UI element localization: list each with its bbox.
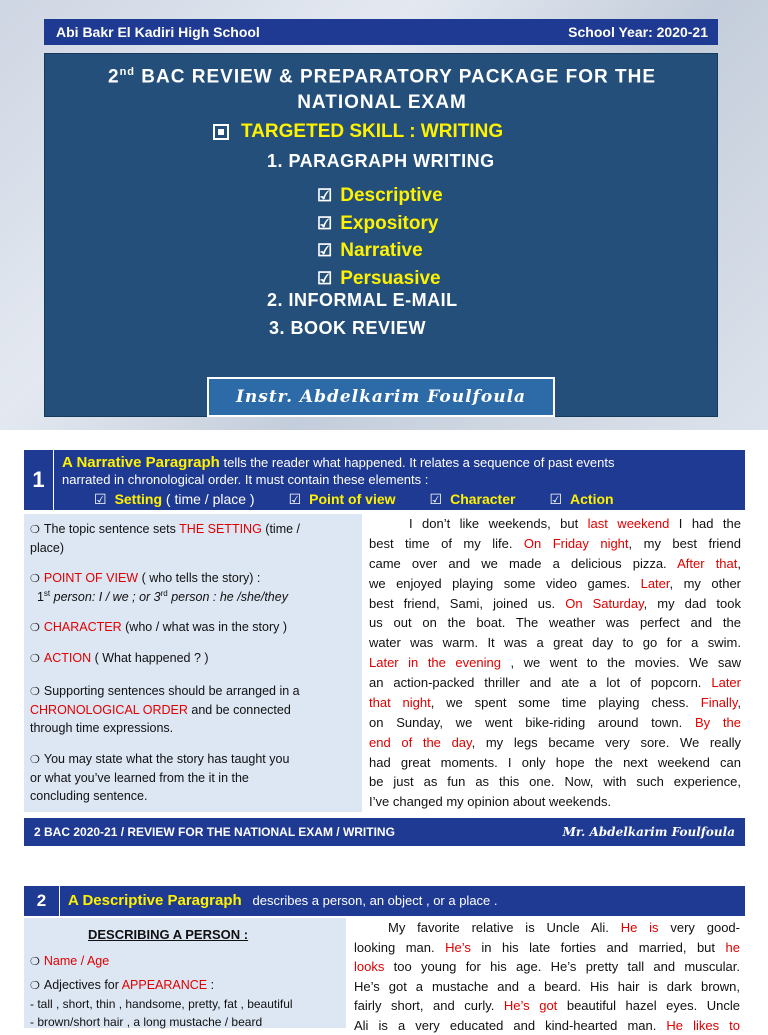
narrative-section	[24, 450, 745, 846]
note-point-of-view: ❍ POINT OF VIEW ( who tells the story) : 1st person: I / we ; or 3rd person : he /she/they	[30, 571, 288, 605]
cover-panel	[44, 53, 718, 417]
note-appearance: ❍ Adjectives for APPEARANCE : - tall , short, thin , handsome, pretty, fat , beautiful - brown/short hair , a long mustache / beard	[30, 978, 293, 1030]
narrative-intro-line2: narrated in chronological order. It must contain these elements :	[62, 472, 429, 487]
checkbox-icon: ☑	[317, 269, 333, 288]
cover-title-line1: 2nd BAC REVIEW & PREPARATORY PACKAGE FOR THE	[108, 66, 656, 88]
checkbox-icon: ☑	[94, 491, 107, 507]
note-conclusion: ❍ You may state what the story has taught you or what you’ve learned from the it in the concluding sentence.	[30, 752, 290, 804]
descriptive-notes	[24, 918, 346, 1028]
descriptive-section	[24, 886, 745, 1033]
note-action: ❍ ACTION ( What happened ? )	[30, 651, 209, 665]
checkbox-icon: ☑	[317, 214, 333, 233]
note-chronological-order: ❍ Supporting sentences should be arranged in a CHRONOLOGICAL ORDER and be connected through time expressions.	[30, 684, 300, 736]
footer-title: 2 BAC 2020-21 / REVIEW FOR THE NATIONAL EXAM / WRITING	[34, 825, 395, 839]
checkbox-icon: ☑	[288, 491, 302, 507]
cover-title-line2: NATIONAL EXAM	[297, 92, 467, 113]
element-point-of-view: ☑ Point of view	[288, 491, 396, 507]
checkbox-icon: ☑	[549, 491, 563, 507]
descriptive-header	[24, 886, 745, 916]
type-descriptive: ☑ Descriptive	[317, 185, 443, 206]
element-character: ☑ Character	[429, 491, 516, 507]
narrative-header	[24, 450, 745, 510]
cover-slide	[0, 0, 768, 430]
element-setting: ☑ Setting ( time / place )	[94, 491, 255, 507]
cover-header-bar	[44, 19, 718, 45]
checkbox-icon: ☑	[317, 186, 333, 205]
note-setting: ❍ The topic sentence sets THE SETTING (time / place)	[30, 522, 301, 555]
instructor-name: Instr. Abdelkarim Foulfoula	[207, 377, 555, 417]
narrative-elements	[94, 491, 614, 508]
footer-author: Mr. Abdelkarim Foulfoula	[562, 825, 735, 839]
narrative-intro-line1: A Narrative Paragraph tells the reader what happened. It relates a sequence of past events	[62, 454, 615, 471]
descriptive-intro: A Descriptive Paragraph describes a person, an object , or a place .	[68, 892, 498, 909]
targeted-skill	[213, 121, 503, 143]
school-name: Abi Bakr El Kadiri High School	[56, 24, 260, 40]
type-expository: ☑ Expository	[317, 213, 439, 234]
page-footer	[24, 818, 745, 846]
type-narrative: ☑ Narrative	[317, 240, 423, 261]
checkbox-icon: ☑	[317, 241, 333, 260]
checkbox-square-icon	[213, 124, 229, 140]
note-character: ❍ CHARACTER (who / what was in the story )	[30, 620, 288, 634]
type-persuasive: ☑ Persuasive	[317, 268, 441, 289]
cover-item-2: 2. INFORMAL E-MAIL	[267, 290, 458, 310]
narrative-story: I don’t like weekends, but last weekend I had the best time of my life. On Friday night, my best friend came over and we made a delicious pizza. After that, we enjoyed playing some video games. Later, my other best friend, Sami, joined us. On Saturday, my dad took us out on the boat. The weather was perfect and the water was warm. It was a great day to go for a swim. Later in the evening , we went to the movies. We saw an action-packed thriller and ate a lot of popcorn. Later that night, we spent some time playing chess. Finally, on Sunday, we went bike-riding around town. By the end of the day, my legs became very sore. We really had great moments. I only hope the next weekend can be just as fun as this one. Now, with such experience, I’ve changed my opinion about weekends.	[369, 516, 742, 810]
targeted-skill-label: TARGETED SKILL : WRITING	[241, 121, 504, 142]
section-number: 1	[24, 450, 54, 510]
element-action: ☑ Action	[549, 491, 614, 507]
note-name-age: ❍ Name / Age	[30, 954, 110, 968]
checkbox-icon: ☑	[429, 491, 443, 507]
school-year: School Year: 2020-21	[568, 24, 708, 40]
section-number: 2	[24, 886, 60, 916]
narrative-notes	[24, 514, 362, 812]
descriptive-text: My favorite relative is Uncle Ali. He is very good- looking man. He’s in his late forties and married, but he looks too young for his age. He’s pretty tall and muscular. He’s got a mustache and a beard. His hair is dark brown, fairly short, and curly. He’s got beautiful hazel eyes. Uncle Ali is a very educated and kind-hearted man. He likes to	[354, 920, 740, 1033]
cover-item-1: 1. PARAGRAPH WRITING	[267, 151, 495, 171]
cover-item-3: 3. BOOK REVIEW	[269, 318, 427, 338]
describing-person-heading: DESCRIBING A PERSON :	[88, 927, 249, 942]
